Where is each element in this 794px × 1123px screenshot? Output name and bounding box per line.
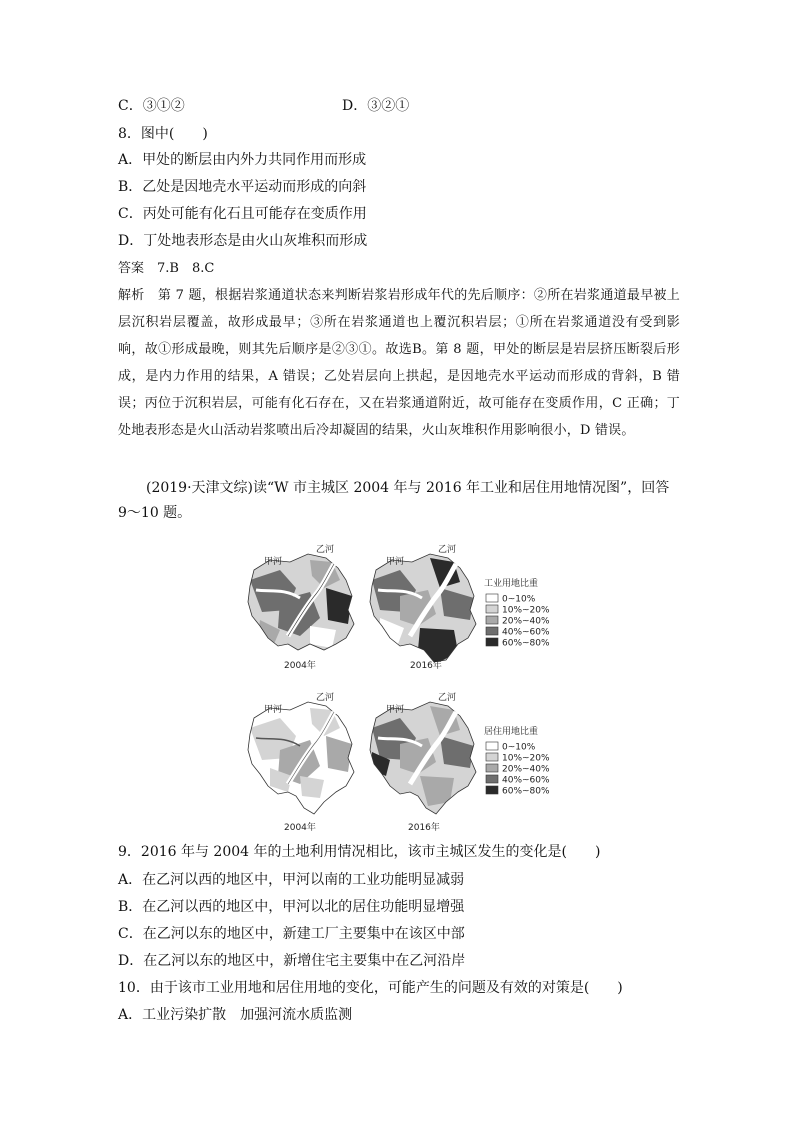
legend-industrial-label-4: 60%~80% [502,638,550,649]
legend-residential-swatch-2 [486,764,498,772]
map4-label-yi: 乙河 [438,693,457,703]
legend-residential-swatch-0 [486,742,498,750]
intro-paragraph: (2019·天津文综)读“W 市主城区 2004 年与 2016 年工业和居住用地情况图”，回答 9～10 题。 [118,480,670,521]
legend-industrial-title: 工业用地比重 [484,579,539,589]
q8-option-d: D．丁处地表形态是由火山灰堆积而形成 [118,233,368,249]
q9-option-c: C．在乙河以东的地区中，新建工厂主要集中在该区中部 [118,926,465,942]
legend-residential-label-0: 0~10% [502,742,536,753]
q8-stem: 8．图中( ) [118,126,208,142]
map2-label-jia: 甲河 [386,557,405,567]
legend-residential-swatch-3 [486,775,498,783]
q10-stem: 10．由于该市工业用地和居住用地的变化，可能产生的问题及有效的对策是( ) [118,980,623,996]
legend-residential-label-1: 10%~20% [502,753,550,764]
legend-industrial-label-1: 10%~20% [502,605,550,616]
legend-residential [484,725,550,797]
map1-year: 2004年 [284,661,316,671]
q9-option-a: A．在乙河以西的地区中，甲河以南的工业功能明显减弱 [118,872,465,888]
legend-industrial-swatch-4 [486,638,498,646]
q7-option-c: C．③①② [118,98,185,114]
map3-label-jia: 甲河 [264,705,283,715]
legend-industrial-label-2: 20%~40% [502,616,550,627]
legend-industrial-swatch-0 [486,594,498,602]
q9-option-d: D．在乙河以东的地区中，新增住宅主要集中在乙河沿岸 [118,953,466,969]
legend-industrial-swatch-2 [486,616,498,624]
legend-residential-label-2: 20%~40% [502,764,550,775]
map-industrial-2016 [360,540,480,671]
legend-industrial-swatch-1 [486,605,498,613]
q9-option-b: B．在乙河以西的地区中，甲河以北的居住功能明显增强 [118,899,465,915]
q9-stem: 9．2016 年与 2004 年的土地利用情况相比，该市主城区发生的变化是( ) [118,844,601,860]
legend-residential-label-4: 60%~80% [502,786,550,797]
legend-industrial-label-0: 0~10% [502,594,536,605]
q7-option-d: D．③②① [342,98,410,114]
q10-option-a: A．工业污染扩散 加强河流水质监测 [118,1007,353,1023]
analysis-paragraph: 解析 第 7 题，根据岩浆通道状态来判断岩浆岩形成年代的先后顺序：②所在岩浆通道最早被上层沉积岩层覆盖，故形成最早；③所在岩浆通道也上覆沉积岩层；①所在岩浆通道没有受到影响，故①形成最晚，则其先后顺序是②③①。故选B。第 8 题，甲处的断层是岩层挤压断裂后形成，是内力作用的结果，A 错误；乙处岩层向上拱起，是因地壳水平运动而形成的背斜，B 错误；丙位于沉积岩层，可能有化石存在，又在岩浆通道附近，故可能存在变质作用，C 正确；丁处地表形态是火山活动岩浆喷出后冷却凝固的结果，火山灰堆积作用影响很小，D 错误。 [118,288,680,438]
map-residential-2016 [360,690,480,833]
legend-industrial-swatch-3 [486,627,498,635]
legend-residential-swatch-1 [486,753,498,761]
map1-label-yi: 乙河 [316,545,335,555]
map4-label-jia: 甲河 [386,705,405,715]
map2-label-yi: 乙河 [438,545,457,555]
legend-residential-title: 居住用地比重 [484,727,539,737]
map3-label-yi: 乙河 [316,693,335,703]
legend-residential-label-3: 40%~60% [502,775,550,786]
q8-option-b: B．乙处是因地壳水平运动而形成的向斜 [118,179,367,195]
answer-line: 答案 7.B 8.C [118,261,215,276]
map3-year: 2004年 [284,823,316,833]
q8-option-c: C．丙处可能有化石且可能存在变质作用 [118,206,367,222]
map1-label-jia: 甲河 [264,557,283,567]
map2-year: 2016年 [410,661,442,671]
legend-residential-swatch-4 [486,786,498,794]
legend-industrial-label-3: 40%~60% [502,627,550,638]
q8-option-a: A．甲处的断层由内外力共同作用而形成 [118,152,367,168]
land-use-map-figure [240,540,560,838]
legend-industrial [484,577,550,649]
map-industrial-2004 [240,540,360,671]
map4-year: 2016年 [408,823,440,833]
map-residential-2004 [240,690,360,833]
